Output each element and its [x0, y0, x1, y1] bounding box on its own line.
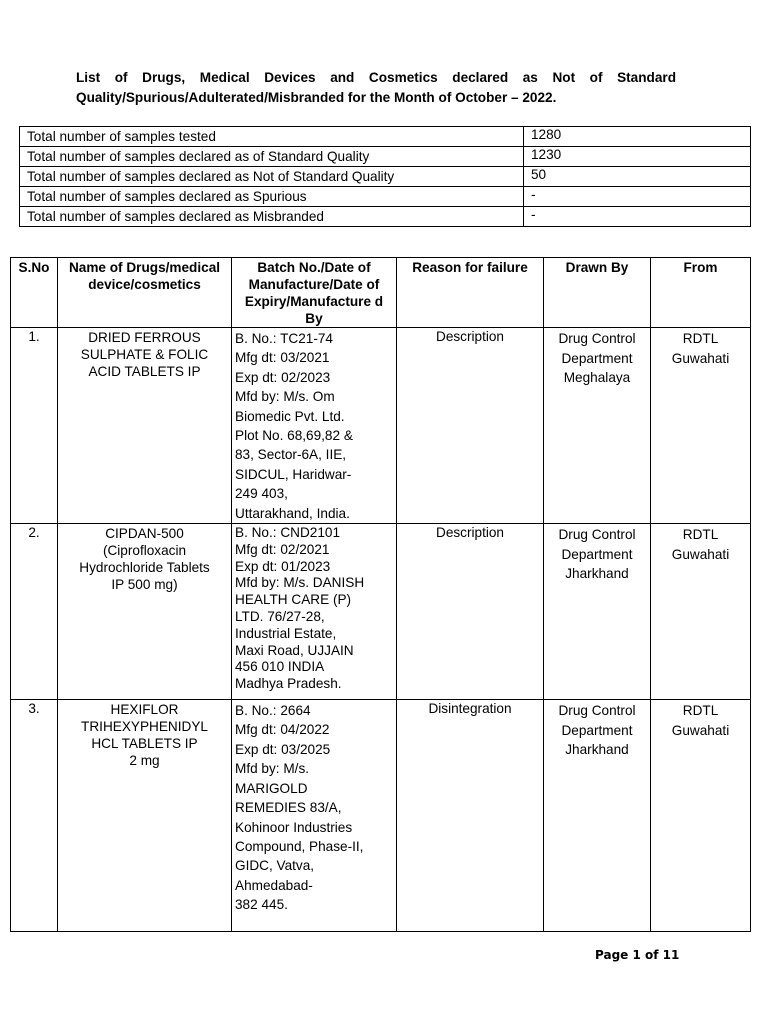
- cell-line: Exp dt: 01/2023: [235, 558, 331, 574]
- summary-label: Total number of samples declared as Not of Standard Quality: [20, 167, 524, 187]
- summary-row: [20, 147, 751, 167]
- page-number: Page 1 of 11: [595, 948, 680, 962]
- cell-line: Uttarakhand, India.: [235, 505, 350, 521]
- cell-line: Madhya Pradesh.: [235, 676, 342, 692]
- cell-line: 83, Sector-6A, IIE,: [235, 447, 347, 463]
- cell-line: HEALTH CARE (P): [235, 592, 352, 608]
- cell-line: Jharkhand: [565, 566, 629, 582]
- document-title: List of Drugs, Medical Devices and Cosmetics declared as Not of Standard Quality/Spurious/Adulterated/Misbranded for the Month of October – 2022.: [76, 70, 676, 105]
- table-row: [11, 524, 751, 700]
- header-from: From: [651, 258, 751, 328]
- cell-line: Jharkhand: [565, 742, 629, 758]
- cell-line: ACID TABLETS IP: [88, 364, 201, 379]
- header-name: Name of Drugs/medical device/cosmetics: [58, 258, 232, 328]
- cell-line: Industrial Estate,: [235, 625, 337, 641]
- cell-line: Department: [561, 722, 633, 738]
- summary-row: [20, 167, 751, 187]
- cell-line: B. No.: CND2101: [235, 525, 341, 541]
- cell-line: CIPDAN-500: [105, 526, 184, 542]
- summary-row: [20, 127, 751, 147]
- header-reason: Reason for failure: [397, 258, 544, 328]
- cell-line: Guwahati: [671, 722, 730, 738]
- cell-line: Mfd by: M/s. Om: [235, 389, 335, 405]
- cell-name: [58, 700, 232, 932]
- table-header-row: [11, 258, 751, 328]
- cell-line: SULPHATE & FOLIC: [80, 347, 209, 362]
- cell-drawn-by: [544, 524, 651, 700]
- cell-line: Plot No. 68,69,82 &: [235, 428, 353, 444]
- cell-line: (Ciprofloxacin: [102, 543, 187, 559]
- cell-line: B. No.: 2664: [235, 703, 311, 719]
- summary-label: Total number of samples tested: [20, 127, 524, 147]
- summary-value: -: [524, 207, 751, 227]
- cell-line: Mfg dt: 02/2021: [235, 541, 330, 557]
- cell-line: Drug Control: [558, 331, 636, 346]
- cell-reason: Description: [397, 524, 544, 700]
- cell-line: Meghalaya: [563, 370, 631, 385]
- summary-label: Total number of samples declared as Spurious: [20, 187, 524, 207]
- drugs-table: [10, 257, 751, 932]
- cell-line: Kohinoor Industries: [235, 819, 353, 835]
- cell-sno: 2.: [11, 524, 58, 700]
- header-batch: Batch No./Date of Manufacture/Date of Expiry/Manufacture d By: [232, 258, 397, 328]
- cell-line: Guwahati: [671, 350, 730, 366]
- cell-line: B. No.: TC21-74: [235, 331, 333, 346]
- cell-from: [651, 524, 751, 700]
- cell-batch: [232, 524, 397, 700]
- summary-value: 1280: [524, 127, 751, 147]
- cell-line: Department: [561, 546, 633, 562]
- cell-batch: [232, 700, 397, 932]
- header-drawn-by: Drawn By: [544, 258, 651, 328]
- cell-line: Mfd by: M/s.: [235, 761, 310, 777]
- summary-row: [20, 187, 751, 207]
- cell-line: MARIGOLD: [235, 780, 308, 796]
- cell-drawn-by: [544, 700, 651, 932]
- summary-value: 50: [524, 167, 751, 187]
- cell-line: Compound, Phase-II,: [235, 838, 364, 854]
- summary-value: -: [524, 187, 751, 207]
- cell-line: HEXIFLOR: [110, 702, 179, 718]
- summary-table: [19, 126, 751, 227]
- cell-line: 2 mg: [129, 753, 160, 769]
- summary-value: 1230: [524, 147, 751, 167]
- cell-line: TRIHEXYPHENIDYL: [81, 719, 208, 735]
- cell-line: HCL TABLETS IP: [91, 736, 198, 752]
- cell-line: DRIED FERROUS: [88, 330, 201, 345]
- summary-label: Total number of samples declared as Misbranded: [20, 207, 524, 227]
- cell-line: Hydrochloride Tablets: [79, 560, 210, 576]
- cell-line: 249 403,: [235, 486, 288, 502]
- cell-reason: Description: [397, 328, 544, 524]
- cell-line: Department: [561, 350, 633, 366]
- summary-row: [20, 207, 751, 227]
- cell-line: RDTL: [682, 703, 719, 719]
- table-row: [11, 700, 751, 932]
- table-row: [11, 328, 751, 524]
- cell-drawn-by: [544, 328, 651, 524]
- cell-line: Mfd by: M/s. DANISH: [235, 575, 365, 591]
- cell-name: [58, 524, 232, 700]
- cell-line: SIDCUL, Haridwar-: [235, 466, 352, 482]
- cell-line: Drug Control: [558, 527, 636, 543]
- cell-line: RDTL: [682, 527, 719, 543]
- cell-line: Maxi Road, UJJAIN: [235, 642, 354, 658]
- cell-line: Exp dt: 02/2023: [235, 369, 331, 385]
- cell-line: REMEDIES 83/A,: [235, 800, 342, 816]
- cell-line: Biomedic Pvt. Ltd.: [235, 408, 345, 424]
- cell-from: [651, 700, 751, 932]
- cell-line: 382 445.: [235, 897, 288, 913]
- cell-line: Mfg dt: 04/2022: [235, 722, 330, 738]
- cell-name: [58, 328, 232, 524]
- cell-batch: [232, 328, 397, 524]
- cell-line: RDTL: [682, 331, 719, 346]
- cell-line: Guwahati: [671, 546, 730, 562]
- cell-line: LTD. 76/27-28,: [235, 609, 325, 625]
- cell-line: GIDC, Vatva,: [235, 858, 315, 874]
- cell-sno: 1.: [11, 328, 58, 524]
- header-sno: S.No: [11, 258, 58, 328]
- cell-line: Ahmedabad-: [235, 877, 313, 893]
- summary-label: Total number of samples declared as of Standard Quality: [20, 147, 524, 167]
- cell-line: Drug Control: [558, 703, 636, 719]
- cell-line: Mfg dt: 03/2021: [235, 350, 330, 366]
- cell-from: [651, 328, 751, 524]
- cell-line: Exp dt: 03/2025: [235, 741, 331, 757]
- cell-reason: Disintegration: [397, 700, 544, 932]
- cell-line: IP 500 mg): [111, 577, 178, 593]
- cell-sno: 3.: [11, 700, 58, 932]
- cell-line: 456 010 INDIA: [235, 659, 325, 675]
